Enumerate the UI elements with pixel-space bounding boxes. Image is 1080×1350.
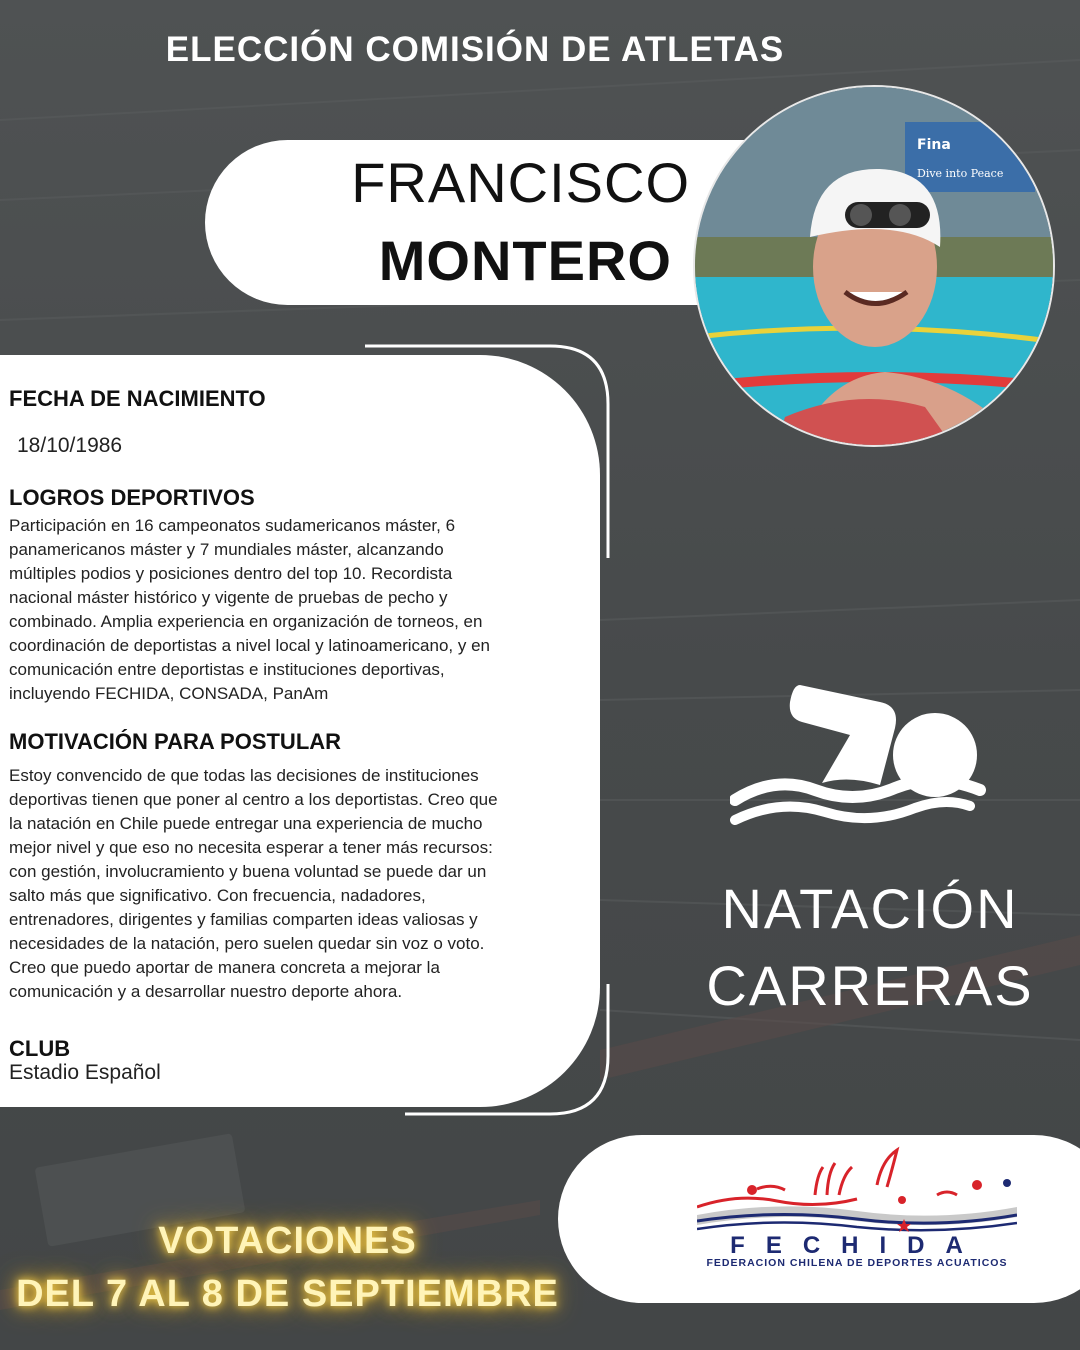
motivation-line: comunicación y a desarrollar nuestro deporte ahora. <box>9 982 403 1001</box>
motivation-line: con gestión, involucramiento y buena voluntad se puede dar un <box>9 862 487 881</box>
motivation-heading: MOTIVACIÓN PARA POSTULAR <box>9 729 342 754</box>
motivation-line: Estoy convencido de que todas las decisiones de instituciones <box>9 766 479 785</box>
motivation-line: necesidades de la natación, pero suelen quedar sin voz o voto. <box>9 934 485 953</box>
swimmer-icon <box>730 680 990 830</box>
achievements-line: nacional máster histórico y vigente de pruebas de pecho y <box>9 588 448 607</box>
achievements-line: combinado. Amplia experiencia en organización de torneos, en <box>9 612 483 631</box>
motivation-line: la natación en Chile puede entregar una experiencia de mucho <box>9 814 483 833</box>
voting-title: VOTACIONES <box>158 1220 417 1262</box>
motivation-text <box>9 764 584 1004</box>
athlete-photo <box>693 85 1055 447</box>
motivation-line: mejor nivel y que eso no necesita esperar a tener más recursos: <box>9 838 493 857</box>
sport-line-1: NATACIÓN <box>721 877 1019 940</box>
club-heading: CLUB <box>9 1036 71 1061</box>
motivation-line: entrenadores, dirigentes y familias comparten ideas valiosas y <box>9 910 478 929</box>
photo-banner-text: Dive into Peace <box>917 167 1004 180</box>
achievements-line: panamericanos máster y 7 mundiales máster, alcanzando <box>9 540 444 559</box>
achievements-line: Participación en 16 campeonatos sudamericanos máster, 6 <box>9 516 456 535</box>
fechida-logo <box>697 1145 1017 1233</box>
photo-logo-text: Fina <box>917 137 951 153</box>
athlete-first-name: FRANCISCO <box>351 151 690 214</box>
motivation-line: deportivas tienen que poner al centro a los deportistas. Creo que <box>9 790 498 809</box>
birth-date-heading: FECHA DE NACIMIENTO <box>9 386 266 411</box>
voting-dates: DEL 7 AL 8 DE SEPTIEMBRE <box>16 1273 559 1315</box>
achievements-line: coordinación de deportistas a nivel local y latinoamericano, y en <box>9 636 490 655</box>
achievements-line: múltiples podios y posiciones dentro del top 10. Recordista <box>9 564 453 583</box>
achievements-heading: LOGROS DEPORTIVOS <box>9 485 255 510</box>
fechida-wordmark: FECHIDA <box>730 1232 984 1259</box>
motivation-line: Creo que puedo aportar de manera concreta a mejorar la <box>9 958 440 977</box>
header-title: ELECCIÓN COMISIÓN DE ATLETAS <box>165 30 785 69</box>
club-value: Estadio Español <box>9 1061 161 1084</box>
athlete-last-name: MONTERO <box>378 229 672 292</box>
achievements-text <box>9 514 584 706</box>
achievements-line: comunicación entre deportistas e instituciones deportivas, <box>9 660 445 679</box>
achievements-line: incluyendo FECHIDA, CONSADA, PanAm <box>9 684 329 703</box>
birth-date-value: 18/10/1986 <box>17 434 123 457</box>
fechida-subtitle: FEDERACION CHILENA DE DEPORTES ACUATICOS <box>706 1257 1008 1269</box>
sport-line-2: CARRERAS <box>706 954 1034 1017</box>
motivation-line: salto más que significativo. Con frecuencia, nadadores, <box>9 886 426 905</box>
